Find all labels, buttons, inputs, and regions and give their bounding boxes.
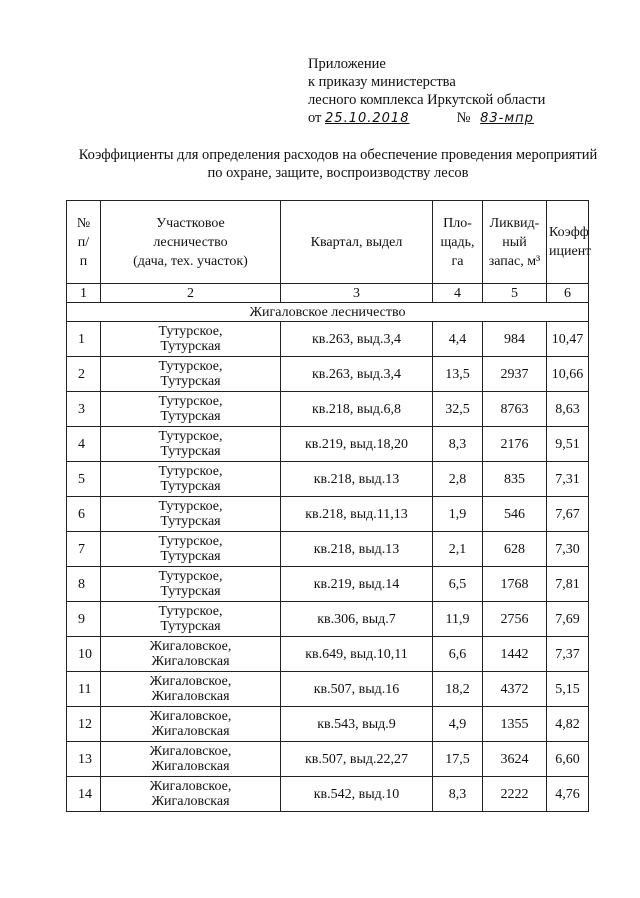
forestry-cell (101, 357, 281, 392)
forestry-cell (101, 497, 281, 532)
row-number: 8 (67, 567, 101, 602)
row-number: 14 (67, 777, 101, 812)
area-cell: 8,3 (433, 777, 483, 812)
table-row (67, 637, 589, 672)
row-number: 3 (67, 392, 101, 427)
dacha-name: Тутурская (160, 339, 221, 354)
stock-cell: 546 (483, 497, 547, 532)
handwritten-number: 83-мпр (480, 111, 534, 126)
coefficient-cell: 4,82 (547, 707, 589, 742)
coefficient-cell: 7,31 (547, 462, 589, 497)
row-number: 1 (67, 322, 101, 357)
area-cell: 8,3 (433, 427, 483, 462)
quarter-cell: кв.218, выд.6,8 (281, 392, 433, 427)
dacha-name: Жигаловская (151, 654, 230, 669)
quarter-cell: кв.218, выд.11,13 (281, 497, 433, 532)
area-cell: 4,4 (433, 322, 483, 357)
quarter-cell: кв.507, выд.16 (281, 672, 433, 707)
forestry-cell (101, 602, 281, 637)
coefficient-cell: 7,81 (547, 567, 589, 602)
quarter-cell: кв.649, выд.10,11 (281, 637, 433, 672)
table-row (67, 567, 589, 602)
dacha-name: Тутурская (160, 479, 221, 494)
header-stock: Ликвид- ный запас, м³ (483, 201, 547, 284)
forestry-name: Жигаловское, (149, 674, 232, 689)
row-number: 13 (67, 742, 101, 777)
stock-cell: 628 (483, 532, 547, 567)
quarter-cell: кв.263, выд.3,4 (281, 322, 433, 357)
forestry-name: Тутурское, (158, 324, 223, 339)
table-row (67, 322, 589, 357)
forestry-cell (101, 637, 281, 672)
stock-cell: 4372 (483, 672, 547, 707)
ministry-name: лесного комплекса Иркутской области (308, 92, 546, 108)
column-number-row (67, 284, 589, 303)
table-row (67, 532, 589, 567)
stock-cell: 2756 (483, 602, 547, 637)
header-num: № п/ п (67, 201, 101, 284)
stock-cell: 1442 (483, 637, 547, 672)
stock-cell: 2222 (483, 777, 547, 812)
forestry-cell (101, 567, 281, 602)
dacha-name: Жигаловская (151, 689, 230, 704)
area-cell: 4,9 (433, 707, 483, 742)
table-row (67, 672, 589, 707)
quarter-cell: кв.507, выд.22,27 (281, 742, 433, 777)
row-number: 2 (67, 357, 101, 392)
area-cell: 32,5 (433, 392, 483, 427)
row-number: 5 (67, 462, 101, 497)
row-number: 9 (67, 602, 101, 637)
area-cell: 13,5 (433, 357, 483, 392)
header-coefficient: Коэфф ициент (547, 201, 589, 284)
col-number: 6 (547, 284, 589, 303)
table-row (67, 497, 589, 532)
forestry-cell (101, 777, 281, 812)
coefficient-cell: 7,30 (547, 532, 589, 567)
coefficient-cell: 4,76 (547, 777, 589, 812)
quarter-cell: кв.218, выд.13 (281, 462, 433, 497)
coefficients-table (66, 200, 592, 812)
coefficient-cell: 7,69 (547, 602, 589, 637)
dacha-name: Тутурская (160, 444, 221, 459)
quarter-cell: кв.543, выд.9 (281, 707, 433, 742)
table-row (67, 392, 589, 427)
row-number: 7 (67, 532, 101, 567)
forestry-name: Жигаловское, (149, 744, 232, 759)
coefficient-cell: 10,66 (547, 357, 589, 392)
quarter-cell: кв.306, выд.7 (281, 602, 433, 637)
dacha-name: Тутурская (160, 584, 221, 599)
header-forestry: Участковое лесничество (дача, тех. участок) (101, 201, 281, 284)
forestry-name: Тутурское, (158, 534, 223, 549)
dacha-name: Тутурская (160, 409, 221, 424)
forestry-cell (101, 427, 281, 462)
forestry-name: Тутурское, (158, 499, 223, 514)
forestry-name: Тутурское, (158, 604, 223, 619)
number-label: № (456, 110, 471, 126)
dacha-name: Тутурская (160, 549, 221, 564)
stock-cell: 984 (483, 322, 547, 357)
col-number: 2 (101, 284, 281, 303)
dacha-name: Тутурская (160, 619, 221, 634)
table-row (67, 742, 589, 777)
document-title (58, 146, 618, 182)
row-number: 6 (67, 497, 101, 532)
title-line-2: по охране, защите, воспроизводству лесов (207, 165, 469, 181)
col-number: 5 (483, 284, 547, 303)
table-row (67, 602, 589, 637)
order-reference: к приказу министерства (308, 74, 456, 90)
table-header-row (67, 201, 589, 284)
stock-cell: 1768 (483, 567, 547, 602)
row-number: 10 (67, 637, 101, 672)
order-date-number (308, 109, 545, 128)
quarter-cell: кв.219, выд.14 (281, 567, 433, 602)
col-number: 4 (433, 284, 483, 303)
header-area: Пло- щадь, га (433, 201, 483, 284)
row-number: 4 (67, 427, 101, 462)
area-cell: 1,9 (433, 497, 483, 532)
coefficient-cell: 5,15 (547, 672, 589, 707)
table-row (67, 777, 589, 812)
table-row (67, 357, 589, 392)
forestry-cell (101, 392, 281, 427)
area-cell: 11,9 (433, 602, 483, 637)
dacha-name: Жигаловская (151, 724, 230, 739)
forestry-cell (101, 462, 281, 497)
dacha-name: Тутурская (160, 374, 221, 389)
handwritten-date: 25.10.2018 (325, 111, 410, 126)
section-row (67, 303, 589, 322)
forestry-cell (101, 707, 281, 742)
forestry-name: Тутурское, (158, 464, 223, 479)
stock-cell: 8763 (483, 392, 547, 427)
forestry-name: Тутурское, (158, 429, 223, 444)
area-cell: 2,8 (433, 462, 483, 497)
dacha-name: Тутурская (160, 514, 221, 529)
coefficient-cell: 7,37 (547, 637, 589, 672)
forestry-name: Тутурское, (158, 569, 223, 584)
forestry-cell (101, 672, 281, 707)
coefficient-cell: 7,67 (547, 497, 589, 532)
coefficient-cell: 9,51 (547, 427, 589, 462)
stock-cell: 835 (483, 462, 547, 497)
quarter-cell: кв.219, выд.18,20 (281, 427, 433, 462)
area-cell: 6,6 (433, 637, 483, 672)
col-number: 1 (67, 284, 101, 303)
forestry-name: Жигаловское, (149, 639, 232, 654)
coefficient-cell: 8,63 (547, 392, 589, 427)
stock-cell: 1355 (483, 707, 547, 742)
coefficient-cell: 6,60 (547, 742, 589, 777)
area-cell: 6,5 (433, 567, 483, 602)
coefficient-cell: 10,47 (547, 322, 589, 357)
quarter-cell: кв.263, выд.3,4 (281, 357, 433, 392)
dacha-name: Жигаловская (151, 759, 230, 774)
quarter-cell: кв.218, выд.13 (281, 532, 433, 567)
stock-cell: 3624 (483, 742, 547, 777)
area-cell: 17,5 (433, 742, 483, 777)
table-row (67, 462, 589, 497)
forestry-name: Жигаловское, (149, 779, 232, 794)
area-cell: 18,2 (433, 672, 483, 707)
forestry-cell (101, 532, 281, 567)
forestry-name: Жигаловское, (149, 709, 232, 724)
from-label: от (308, 110, 322, 126)
forestry-cell (101, 742, 281, 777)
quarter-cell: кв.542, выд.10 (281, 777, 433, 812)
dacha-name: Жигаловская (151, 794, 230, 809)
stock-cell: 2176 (483, 427, 547, 462)
header-quarter: Квартал, выдел (281, 201, 433, 284)
table-row (67, 427, 589, 462)
col-number: 3 (281, 284, 433, 303)
forestry-name: Тутурское, (158, 359, 223, 374)
row-number: 12 (67, 707, 101, 742)
section-title: Жигаловское лесничество (67, 303, 589, 322)
appendix-header (308, 55, 545, 128)
title-line-1: Коэффициенты для определения расходов на обеспечение проведения мероприятий (78, 147, 598, 163)
table-row (67, 707, 589, 742)
forestry-name: Тутурское, (158, 394, 223, 409)
forestry-cell (101, 322, 281, 357)
appendix-label: Приложение (308, 56, 386, 72)
area-cell: 2,1 (433, 532, 483, 567)
stock-cell: 2937 (483, 357, 547, 392)
row-number: 11 (67, 672, 101, 707)
